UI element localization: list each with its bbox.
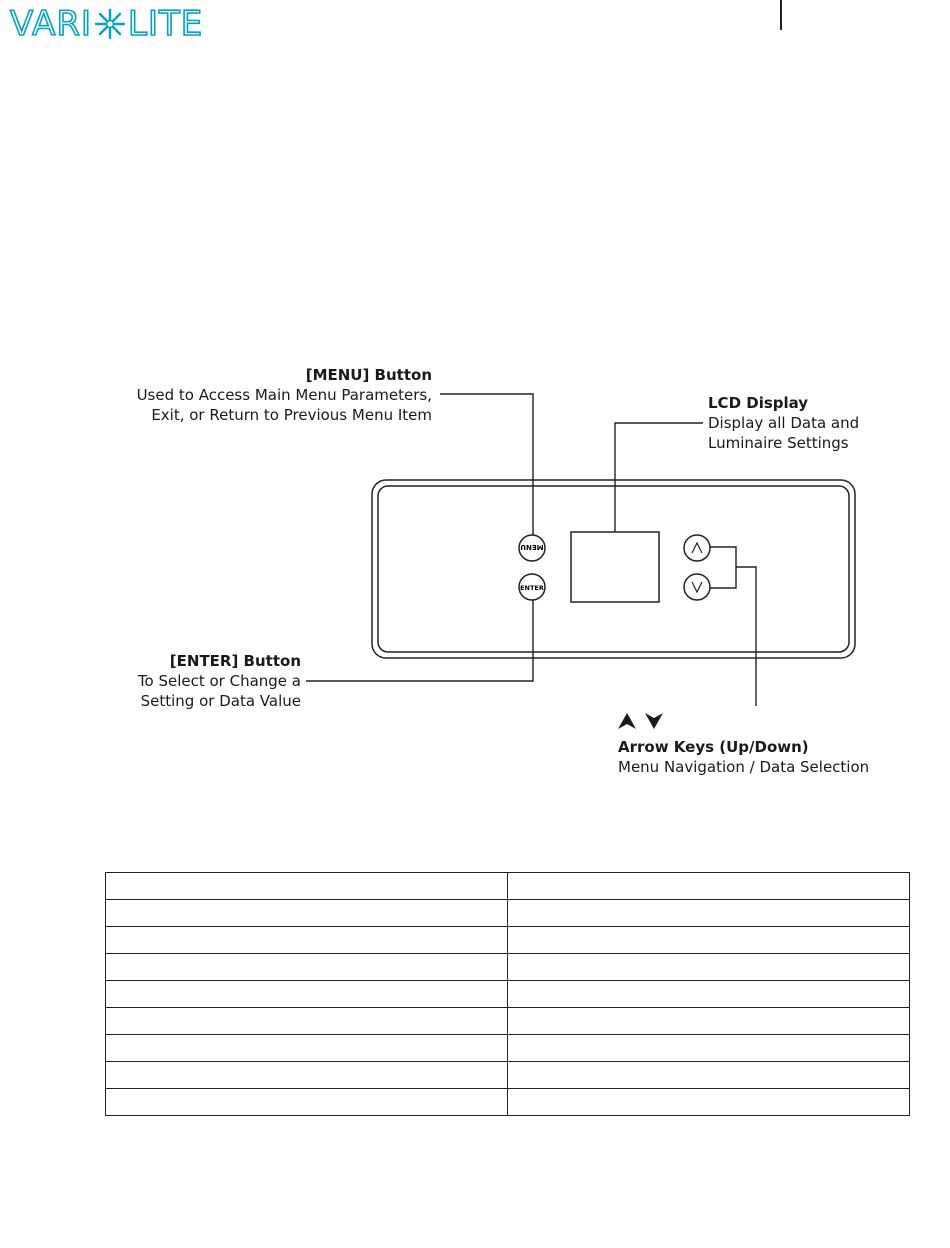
menu-leader-line	[440, 394, 533, 535]
enter-key[interactable]	[519, 574, 545, 600]
enter-key-label: ENTER	[520, 584, 544, 592]
table-row	[106, 1035, 910, 1062]
table-cell	[508, 1089, 910, 1116]
enter-button-desc-1: To Select or Change a	[137, 672, 301, 690]
menu-button-desc-1: Used to Access Main Menu Parameters,	[136, 386, 432, 404]
table-cell	[508, 981, 910, 1008]
down-chevron-icon	[692, 582, 702, 592]
lcd-display-desc-1: Display all Data and	[708, 414, 860, 432]
table-cell	[106, 927, 508, 954]
arrow-up-solid-icon	[618, 713, 636, 729]
logo-text-right: LITE	[128, 4, 204, 44]
table-cell	[508, 927, 910, 954]
lcd-display-desc-2: Luminaire Settings	[708, 434, 849, 452]
table-cell	[106, 873, 508, 900]
arrow-keys-title: Arrow Keys (Up/Down)	[618, 738, 809, 756]
menu-button-callout	[137, 365, 432, 425]
table-cell	[508, 954, 910, 981]
menu-key[interactable]	[519, 535, 545, 561]
table-row	[106, 873, 910, 900]
lcd-leader-line	[615, 423, 703, 532]
table-cell	[106, 1062, 508, 1089]
table-cell	[106, 1035, 508, 1062]
arrow-bracket-line	[710, 547, 736, 588]
arrow-down-solid-icon	[645, 713, 663, 729]
table-cell	[508, 873, 910, 900]
table-cell	[106, 981, 508, 1008]
table-row	[106, 927, 910, 954]
enter-button-desc-2: Setting or Data Value	[140, 692, 301, 710]
lcd-display-callout	[708, 393, 859, 453]
table-cell	[508, 1062, 910, 1089]
enter-button-callout	[138, 651, 301, 711]
table-cell	[508, 1035, 910, 1062]
enter-leader-line	[306, 600, 533, 681]
lcd-screen	[571, 532, 659, 602]
table-row	[106, 1089, 910, 1116]
up-chevron-icon	[692, 543, 702, 553]
table-cell	[508, 900, 910, 927]
arrow-keys-desc-1: Menu Navigation / Data Selection	[618, 758, 870, 776]
table-row	[106, 981, 910, 1008]
panel-inner-outline	[378, 486, 849, 652]
table-cell	[106, 1008, 508, 1035]
lcd-display-title: LCD Display	[708, 394, 809, 412]
table-row	[106, 1008, 910, 1035]
up-arrow-key[interactable]	[684, 535, 710, 561]
table-cell	[508, 1008, 910, 1035]
arrow-keys-callout	[618, 737, 869, 777]
table-cell	[106, 1089, 508, 1116]
logo-text-left: VARI	[10, 4, 92, 44]
table-row	[106, 954, 910, 981]
arrow-leader-line	[736, 567, 756, 706]
menu-button-title: [MENU] Button	[305, 366, 432, 384]
down-arrow-key[interactable]	[684, 574, 710, 600]
enter-button-title: [ENTER] Button	[169, 652, 301, 670]
settings-table	[105, 872, 910, 1116]
menu-key-label: MENU	[520, 543, 544, 551]
table-cell	[106, 900, 508, 927]
table-cell	[106, 954, 508, 981]
menu-button-desc-2: Exit, or Return to Previous Menu Item	[151, 406, 432, 424]
table-row	[106, 900, 910, 927]
table-row	[106, 1062, 910, 1089]
panel-outer-outline	[372, 480, 855, 658]
